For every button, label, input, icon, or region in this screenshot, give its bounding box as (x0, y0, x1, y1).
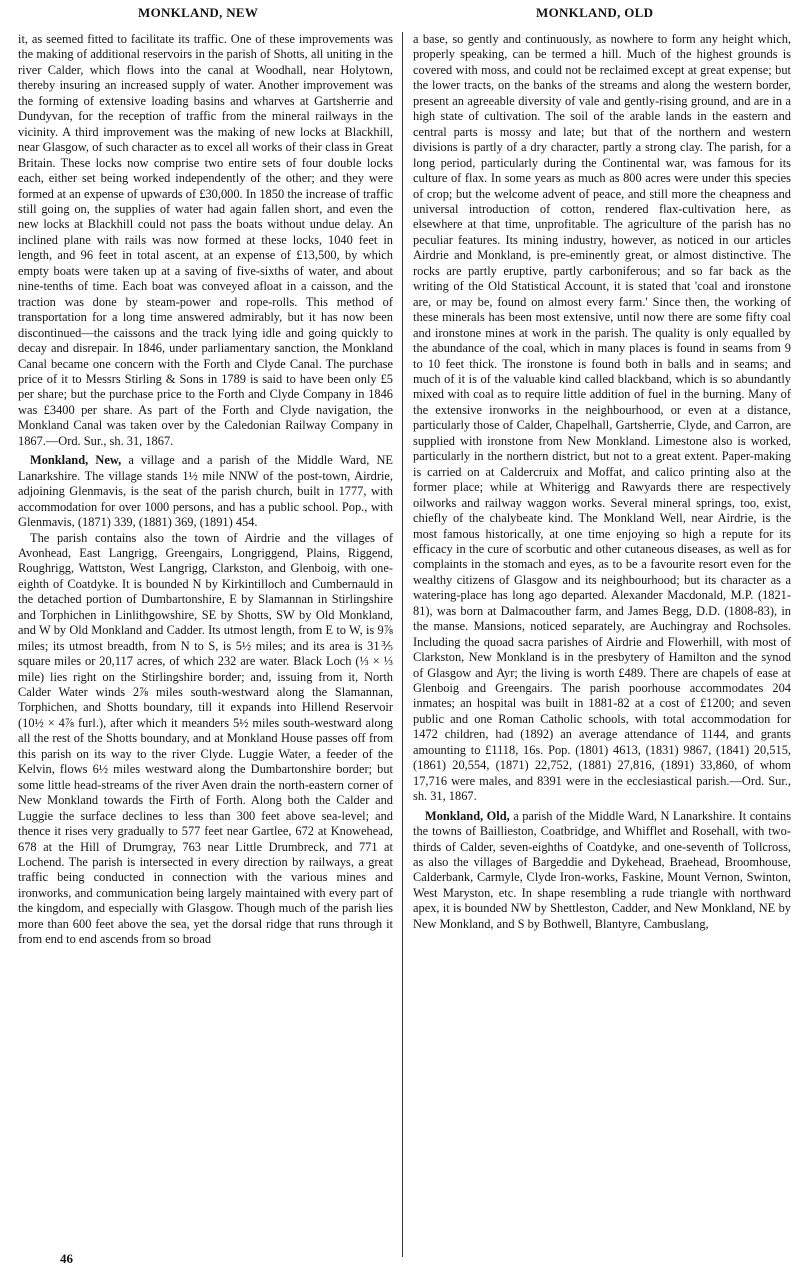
running-header-right: MONKLAND, OLD (536, 5, 654, 20)
column-divider (402, 32, 403, 1257)
paragraph-parish-continued: a base, so gently and continuously, as nowhere to form any height which, properly speaking, can be termed a hill. Much of the highest grounds is covered with moss, and could not be reclaimed except at great expense; but the lower tracts, on the banks of the streams and along the western border, present an agreeable diversity of vale and gently-rising ground, and are in a high state of cultivation. The soil of the arable lands in the eastern and central parts is mossy and late; but that of the northern and western divisions is partly of a dry character, partly a strong clay. The parish, for a long period, particularly during the Continental war, was famous for its culture of flax. In some years as much as 800 acres were under this species of crop; but the welcome advent of peace, and still more the cheapness and universal introduction of cotton, rendered flax-cultivation here, as elsewhere at that time, unprofitable. The agriculture of the parish has no peculiar features. Its mining industry, however, as noticed in our articles Airdrie and Monkland, is pre-eminently great, or almost distinctive. The rocks are partly eruptive, partly carboniferous; and so far back as the writing of the Old Statistical Account, it is stated that 'coal and ironstone are, or may be, found on almost every farm.' Since then, the working of these minerals has been most extensive, until now there are some fifty coal and ironstone mines at work in the parish. The quality is only equalled by the abundance of the coal, which in many places is found in seams from 9 to 10 feet thick. The ironstone is found both in balls and in seams; and much of it is of the valuable kind called blackband, which is so abundantly mixed with coal as to require little addition of fuel in the burning. Many of the extensive ironworks in the neighbourhood, or even at a distance, particularly those of Calder, Chapelhall, Gartsherrie, Clyde, and Carron, are supplied with ironstone from New Monkland. Limestone also is worked, particularly in the northern district, but not to a great extent. Paper-making is carried on at Caldercruix and Moffat, and calico printing also at the former place; while at Whiterigg and Rawyards there are respectively oilworks and railway waggon works. Several mineral springs, too, exist, chiefly of the chalybeate kind. The Monkland Well, near Airdrie, is the most famous historically, at one time enjoying so high a repute for its efficacy in the cure of scorbutic and other cutaneous diseases, as well as for complaints in the stomach and eyes, as to be a favourite resort even for the wealthy citizens of Glasgow and its neighbourhood; but its character as a watering-place has long ago departed. Alexander Macdonald, M.P. (1821-81), was born at Dalmacouther farm, and James Begg, D.D. (1808-83), in the manse. Mansions, noticed separately, are Auchingray and Rochsoles. Including the quoad sacra parishes of Airdrie and Flowerhill, with most of Clarkston, New Monkland is in the presbytery of Hamilton and the synod of Glasgow and Ayr; the living is worth £489. There are chapels of ease at Glenboig and Greengairs. The parish poorhouse accommodates 204 inmates; an hospital was built in 1881-82 at a cost of £1200; and seven public and one Roman Catholic schools, with total accommodation for 1472 children, had (1892) an average attendance of 1144, and grants amounting to £1118, 16s. Pop. (1801) 4613, (1831) 9867, (1841) 20,515, (1861) 20,554, (1871) 22,752, (1881) 27,816, (1891) 33,860, of whom 17,716 were males, and 8391 were in the ecclesiastical parish.—Ord. Sur., sh. 31, 1867. (413, 32, 791, 804)
left-column (18, 32, 393, 1254)
entry-headword: Monkland, New, (30, 453, 122, 468)
entry-text: a village and a parish of the Middle Ward, NE Lanarkshire. The village stands 1½ mile NNW of the post-town, Airdrie, adjoining Glenmavis, is the seat of the parish church, built in 1777, with accommodation for over 1000 persons, and has a public school. Pop., with Glenmavis, (1871) 339, (1881) 369, (1891) 454. (18, 453, 393, 530)
entry-headword: Monkland, Old, (425, 808, 510, 823)
entry-text: a parish of the Middle Ward, N Lanarkshire. It contains the towns of Baillieston, Coatbridge, and Whifflet and Rosehall, with two-thirds of Calder, seven-eighths of Coatdyke, and one-seventh of Tollcross, as also the villages of Bargeddie and Dykehead, Braehead, Broomhouse, Calderbank, Carmyle, Clyde Iron-works, Faskine, Mount Vernon, Swinton, West Maryston, etc. In shape resembling a rude triangle with northward apex, it is bounded NW by Shettleston, Cadder, and New Monkland, NE by New Monkland, and S by Bothwell, Blantyre, Cambuslang, (413, 808, 791, 931)
paragraph-parish-description: The parish contains also the town of Airdrie and the villages of Avonhead, East Langrigg, Greengairs, Longriggend, Plains, Riggend, Roughrigg, Wattston, West Langrigg, Clarkston, and Glenboig, with one-eighth of Coatdyke. It is bounded N by Kirkintilloch and Cumbernauld in the detached portion of Dumbartonshire, E by Slamannan in Stirlingshire and Torphichen in Linlithgowshire, SE by Shotts, SW by Old Monkland, and W by Old Monkland and Cadder. Its utmost length, from E to W, is 9⅞ miles; its utmost breadth, from N to S, is 5½ miles; and its area is 31⅗ square miles or 20,117 acres, of which 232 are water. Black Loch (⅓ × ⅓ mile) lies right on the Stirlingshire border; and, issuing from it, North Calder Water winds 2⅞ miles south-westward along the Slamannan, Torphichen, and Shotts boundary, till it expands into Hillend Reservoir (10½ × 4⅞ furl.), after which it meanders 5½ miles south-westward along all the rest of the Shotts boundary, and at Monkland House passes off from this parish on its way to the river Clyde. Luggie Water, a feeder of the Kelvin, flows 6½ miles westward along the Dumbartonshire border; but some little head-streams of the river Aven drain the north-eastern corner of New Monkland towards the Firth of Forth. Along both the Calder and Luggie the surface declines to less than 300 feet above sea-level; and thence it rises very gradually to 577 feet near Gartlee, 672 at Knowehead, 678 at the Hill of Drumgray, 763 near Little Drumbreck, and 771 at Lochend. The parish is intersected in every direction by railways, a great traffic being conducted in connection with the various mines and ironworks, and communication being largely maintained with every part of the kingdom, and especially with Glasgow. Though much of the parish lies more than 600 feet above the sea, yet the dorsal ridge that runs through it from end to end ascends from so broad (18, 530, 393, 947)
running-header-left: MONKLAND, NEW (138, 5, 259, 20)
page-number: 46 (60, 1251, 73, 1266)
entry-monkland-new (18, 453, 393, 530)
right-column (413, 32, 791, 1254)
paragraph-canal-continued: it, as seemed fitted to facilitate its traffic. One of these improvements was the making of additional reservoirs in the parish of Shotts, all uniting in the river Calder, which flows into the canal at Woodhall, near Holytown, thereby insuring an increased supply of water. Another improvement was the forming of extensive loading basins and wharves at Gartsherrie and Dundyvan, for the reception of traffic from the mineral railways in the vicinity. A third improvement was the making of new locks at Blackhill, near Glasgow, of such character as to excel all works of their class in Great Britain. These locks now comprise two entire sets of four double locks each, either set being worked independently of the other; and they were formed at an expense of upwards of £30,000. In 1850 the increase of traffic still going on, the supplies of water had again fallen short, and even the new locks at Blackhill could not pass the boats without undue delay. An inclined plane with rails was now formed at these locks, 1040 feet in length, and 96 feet in total ascent, at an expense of £13,500, by which empty boats were taken up at a saving of five-sixths of water, and about nine-tenths of time. Each boat was conveyed afloat in a caisson, and the traction was done by steam-power and rope-rolls. This method of transportation for a long time answered admirably, but it has now been discontinued—the caissons and the track lying idle and going quickly to decay and disrepair. In 1846, under parliamentary sanction, the Monkland Canal became one concern with the Forth and Clyde Canal. The purchase price of it to Messrs Stirling & Sons in 1789 is said to have been only £5 per share; but the purchase price to the Forth and Clyde Company in 1846 was £3400 per share. As part of the Forth and Clyde navigation, the Monkland Canal was taken over by the Caledonian Railway Company in 1867.—Ord. Sur., sh. 31, 1867. (18, 32, 393, 448)
entry-monkland-old (413, 809, 791, 933)
